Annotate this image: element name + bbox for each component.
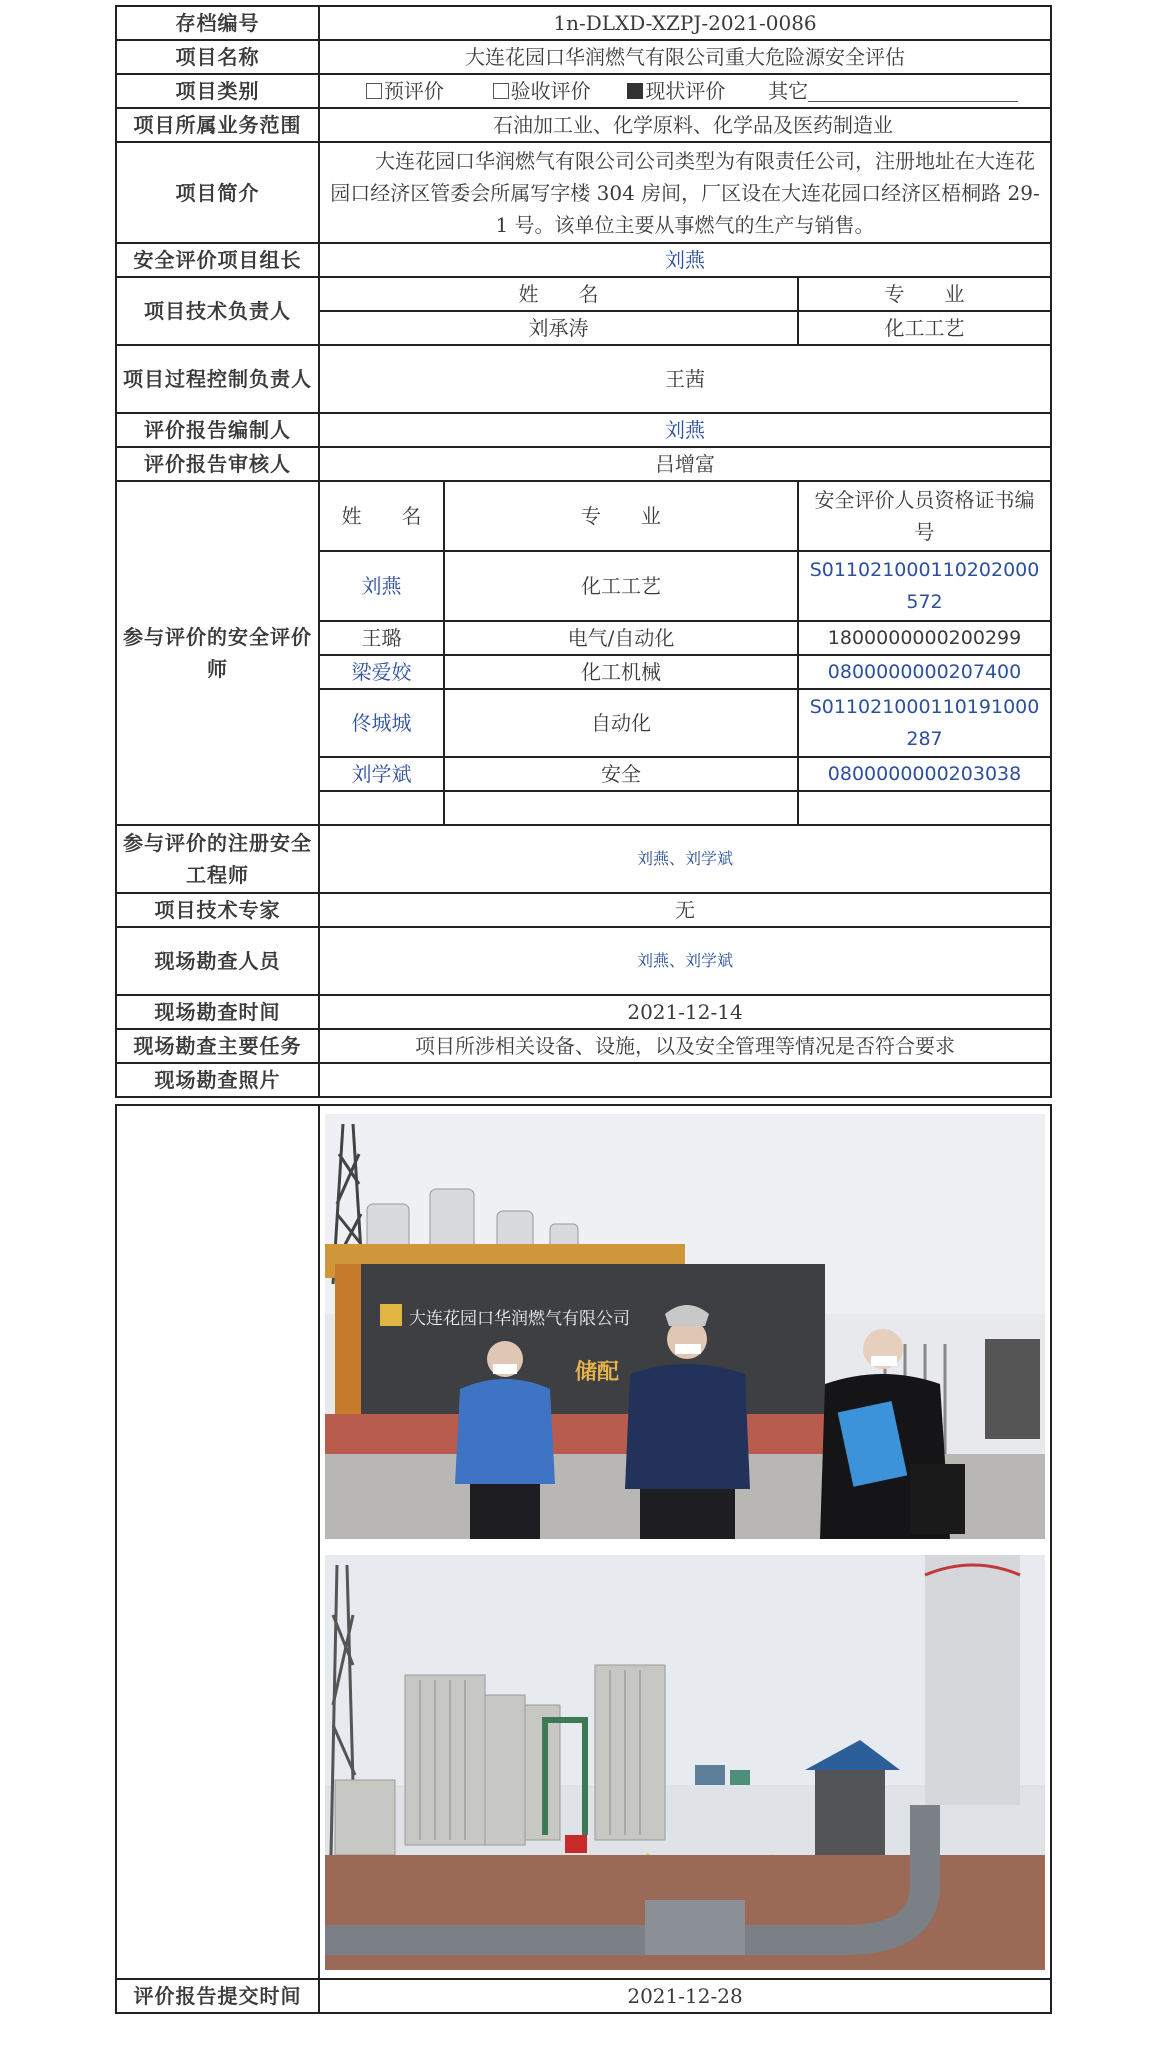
row-process-lead — [116, 345, 1051, 413]
process-lead-label: 项目过程控制负责人 — [116, 345, 319, 413]
row-site-date — [116, 995, 1051, 1029]
row-site-staff — [116, 927, 1051, 995]
project-type-label: 项目类别 — [116, 74, 319, 108]
submit-date-value: 2021-12-28 — [319, 1979, 1051, 2013]
assessor-major: 电气/自动化 — [444, 621, 798, 655]
site-photo-1 — [325, 1114, 1045, 1539]
tech-expert-value: 无 — [319, 893, 1051, 927]
assessor-name: 佟城城 — [319, 689, 444, 757]
intro-label: 项目简介 — [116, 142, 319, 243]
sign-text: 大连花园口华润燃气有限公司 — [409, 1309, 631, 1329]
site-photo-2 — [325, 1555, 1045, 1970]
assessor-major: 安全 — [444, 757, 798, 791]
assessor-col-major: 专 业 — [444, 481, 798, 551]
site-task-value: 项目所涉相关设备、设施，以及安全管理等情况是否符合要求 — [319, 1029, 1051, 1063]
scope-value: 石油加工业、化学原料、化学品及医药制造业 — [319, 108, 1051, 142]
submit-date-label: 评价报告提交时间 — [116, 1979, 319, 2013]
assessors-label: 参与评价的安全评价师 — [116, 481, 319, 825]
project-name-label: 项目名称 — [116, 40, 319, 74]
assessor-major: 化工工艺 — [444, 551, 798, 621]
row-project-type — [116, 74, 1051, 108]
sign-sub: 储配 — [575, 1360, 620, 1385]
checkbox-pre[interactable]: 预评价 — [366, 79, 444, 103]
report-reviewer-label: 评价报告审核人 — [116, 447, 319, 481]
assessor-col-cert: 安全评价人员资格证书编号 — [798, 481, 1051, 551]
assessor-name: 梁爱姣 — [319, 655, 444, 689]
checkbox-current[interactable]: 现状评价 — [627, 79, 725, 103]
assessor-name: 刘燕 — [319, 551, 444, 621]
row-site-task — [116, 1029, 1051, 1063]
scope-label: 项目所属业务范围 — [116, 108, 319, 142]
row-submit-date — [116, 1979, 1051, 2013]
info-table — [115, 5, 1052, 2014]
evaluation-form — [115, 5, 1050, 2014]
checkbox-empty-icon — [366, 83, 382, 99]
other-label: 其它 — [768, 79, 809, 103]
tech-lead-name: 刘承涛 — [319, 311, 798, 345]
tech-lead-col-name: 姓 名 — [319, 277, 798, 311]
project-type-options — [319, 74, 1051, 108]
row-tech-lead-head — [116, 277, 1051, 311]
row-tech-expert — [116, 893, 1051, 927]
assessor-cert: 0800000000203038 — [798, 757, 1051, 791]
row-team-leader — [116, 243, 1051, 277]
assessor-cert: S011021000110191000287 — [798, 689, 1051, 757]
intro-value: 大连花园口华润燃气有限公司公司类型为有限责任公司，注册地址在大连花园口经济区管委会所属写字楼 304 房间，厂区设在大连花园口经济区梧桐路 29-1 号。该单位主要从事燃气的生产与销售。 — [319, 142, 1051, 243]
row-photos — [116, 1105, 1051, 1979]
row-report-reviewer — [116, 447, 1051, 481]
row-archive — [116, 6, 1051, 40]
assessor-cert: S011021000110202000572 — [798, 551, 1051, 621]
assessor-cert: 0800000000207400 — [798, 655, 1051, 689]
report-reviewer-value: 吕增富 — [319, 447, 1051, 481]
photo-1-image — [325, 1114, 1045, 1539]
tech-lead-col-major: 专 业 — [798, 277, 1051, 311]
registered-engineers-label: 参与评价的注册安全工程师 — [116, 825, 319, 893]
report-author-label: 评价报告编制人 — [116, 413, 319, 447]
row-project-name — [116, 40, 1051, 74]
row-intro — [116, 142, 1051, 243]
site-photos-label: 现场勘查照片 — [116, 1063, 319, 1097]
team-leader-label: 安全评价项目组长 — [116, 243, 319, 277]
row-site-photos-label — [116, 1063, 1051, 1097]
row-scope — [116, 108, 1051, 142]
row-assessor-head — [116, 481, 1051, 551]
archive-value: 1n-DLXD-XZPJ-2021-0086 — [319, 6, 1051, 40]
assessor-name: 刘学斌 — [319, 757, 444, 791]
assessor-cert: 1800000000200299 — [798, 621, 1051, 655]
row-report-author — [116, 413, 1051, 447]
assessor-major: 化工机械 — [444, 655, 798, 689]
site-date-label: 现场勘查时间 — [116, 995, 319, 1029]
checkbox-acceptance[interactable]: 验收评价 — [493, 79, 591, 103]
tech-lead-major: 化工工艺 — [798, 311, 1051, 345]
other-blank[interactable] — [808, 79, 1018, 102]
process-lead-value: 王茜 — [319, 345, 1051, 413]
assessor-major: 自动化 — [444, 689, 798, 757]
report-author-value: 刘燕 — [319, 413, 1051, 447]
checkbox-empty-icon — [493, 83, 509, 99]
tech-expert-label: 项目技术专家 — [116, 893, 319, 927]
team-leader-value: 刘燕 — [319, 243, 1051, 277]
registered-engineers-value: 刘燕、刘学斌 — [319, 825, 1051, 893]
assessor-col-name: 姓 名 — [319, 481, 444, 551]
site-staff-label: 现场勘查人员 — [116, 927, 319, 995]
project-name-value: 大连花园口华润燃气有限公司重大危险源安全评估 — [319, 40, 1051, 74]
assessor-name: 王璐 — [319, 621, 444, 655]
site-task-label: 现场勘查主要任务 — [116, 1029, 319, 1063]
archive-label: 存档编号 — [116, 6, 319, 40]
photo-2-image — [325, 1555, 1045, 1970]
checkbox-checked-icon — [627, 83, 643, 99]
photos-cell — [319, 1105, 1051, 1979]
site-staff-value: 刘燕、刘学斌 — [319, 927, 1051, 995]
site-date-value: 2021-12-14 — [319, 995, 1051, 1029]
row-registered-engineers — [116, 825, 1051, 893]
tech-lead-label: 项目技术负责人 — [116, 277, 319, 345]
